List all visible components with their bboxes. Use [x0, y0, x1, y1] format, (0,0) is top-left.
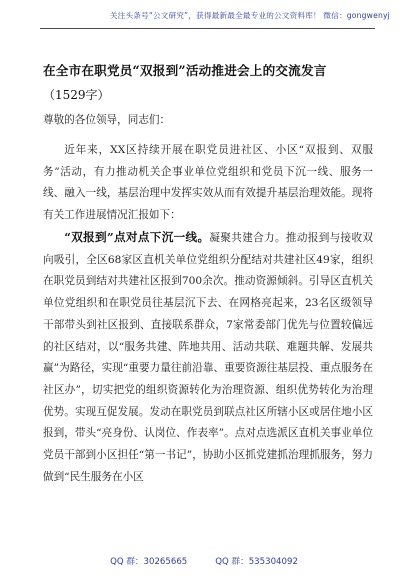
word-count: （1529字） [43, 88, 110, 102]
paragraph-intro: 近年来，XX区持续开展在职党员进社区、小区“双报到、双服务”活动，有力推动机关企事业单位党组织和党员下沉一线、服务一线、融入一线，基层治理中发挥实效从而有效提升基层治理效能。现将有关工作进展情况汇报如下： [43, 144, 373, 222]
document-title: 在全市在职党员“双报到”活动推进会上的交流发言 [43, 63, 327, 78]
footer-contact [0, 555, 408, 567]
footer-qq-group-2: QQ 群：535304092 [215, 557, 298, 567]
paragraph-section-1 [43, 227, 373, 488]
footer-qq-group-1: QQ 群：30265665 [110, 557, 188, 567]
header-divider [40, 28, 375, 29]
salutation: 尊敬的各位领导，同志们： [43, 114, 171, 126]
section-heading: “双报到”点对点下沉一线。 [64, 230, 210, 244]
section-body: 凝聚共建合力。推动报到与接收双向吸引，全区68家区直机关单位党组织分配结对共建社区49家，组织在职党员到结对共建社区报到700余次。推动资源倾斜。引导区直机关单位党组织和在职党员往基层沉下去、在网格亮起来，23名区级领导干部带头到社区报到、直接联系群众，7家常委部门优先与位置较偏远的社区结对，以“服务共建、阵地共用、活动共联、难题共解、发展共赢”为路径，实现“重要力量往前沿靠、重要资源往基层投、重点服务在社区办”，切实把党的组织资源转化为治理资源、组织优势转化为治理优势。实现互促发展。发动在职党员到联点社区所辖小区或居住地小区报到，带头“亮身份、认岗位、作表率”。点对点选派区直机关事业单位党员干部到小区担任“第一书记”，协助小区抓党建抓治理抓服务，努力做到“民生服务在小区 [43, 232, 373, 483]
header-banner: 关注头条号“公文研究”，获得最新最全最专业的公文资料库！ 微信：gongwenyj [109, 11, 390, 20]
